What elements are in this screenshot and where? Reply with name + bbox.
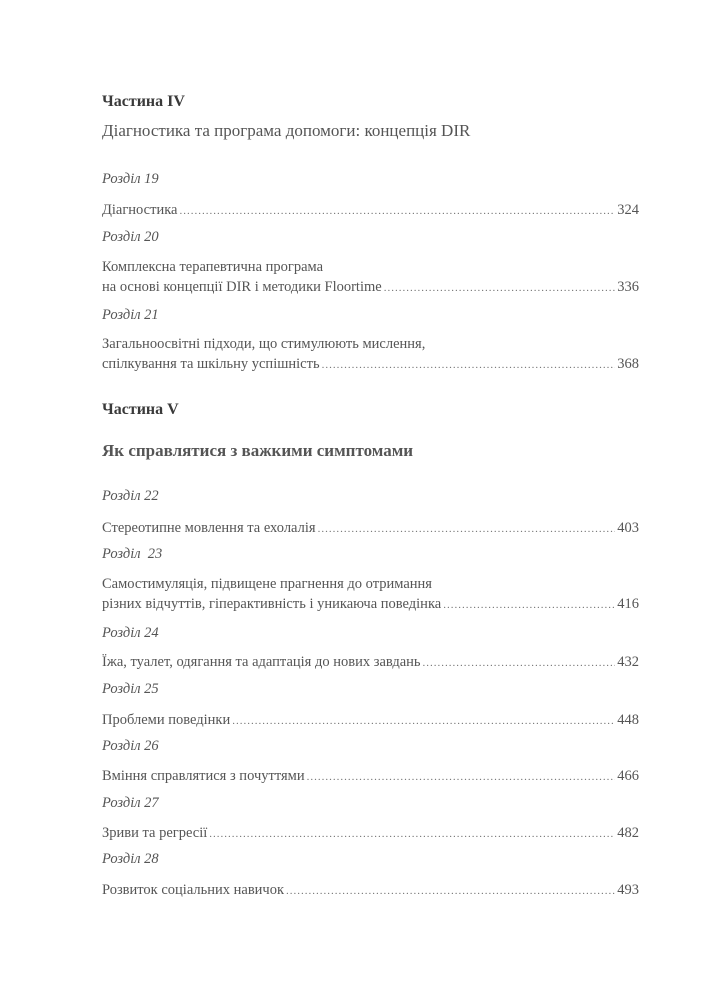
page-number: 336 [617, 279, 639, 295]
toc-entry[interactable] [102, 652, 639, 673]
chapter-label: Розділ 23 [102, 546, 163, 562]
page-number: 466 [617, 768, 639, 784]
toc-entry[interactable] [102, 823, 639, 844]
dot-leader [322, 355, 616, 375]
page-number: 368 [617, 356, 639, 372]
toc-entry[interactable] [102, 334, 639, 375]
chapter-label: Розділ 27 [102, 795, 159, 811]
entry-title: Стереотипне мовлення та ехолалія [102, 520, 316, 536]
chapter-label: Розділ 28 [102, 851, 159, 867]
toc-entry[interactable] [102, 880, 639, 901]
entry-title: Розвиток соціальних навичок [102, 882, 285, 898]
toc-entry[interactable] [102, 574, 639, 615]
entry-title: Їжа, туалет, одягання та адаптація до нових завдань [102, 654, 421, 670]
dot-leader [443, 595, 615, 615]
toc-entry[interactable] [102, 200, 639, 221]
entry-title-line: Комплексна терапевтична програма [102, 259, 324, 275]
page-number: 448 [617, 712, 639, 728]
entry-title: різних відчуттів, гіперактивність і уникаюча поведінка [102, 596, 442, 612]
toc-entry[interactable] [102, 710, 639, 731]
page-number: 432 [617, 654, 639, 670]
entry-title: Діагностика [102, 202, 178, 218]
chapter-label: Розділ 20 [102, 229, 159, 245]
dot-leader [423, 653, 616, 673]
entry-title: Проблеми поведінки [102, 712, 231, 728]
toc-entry[interactable] [102, 518, 639, 539]
toc-entry[interactable] [102, 766, 639, 787]
entry-title: Вміння справлятися з почуттями [102, 768, 305, 784]
entry-title-line: Самостимуляція, підвищене прагнення до отримання [102, 576, 432, 592]
dot-leader [286, 881, 615, 901]
toc-entry[interactable] [102, 257, 639, 298]
page-number: 482 [617, 825, 639, 841]
part-label: Частина V [102, 401, 179, 418]
page-number: 324 [617, 202, 639, 218]
dot-leader [209, 824, 615, 844]
part-title: Як справлятися з важкими симптомами [102, 441, 414, 460]
chapter-label: Розділ 26 [102, 738, 159, 754]
entry-title-line: Загальноосвітні підходи, що стимулюють мислення, [102, 336, 426, 352]
dot-leader [179, 201, 615, 221]
entry-title: Зриви та регресії [102, 825, 208, 841]
chapter-label: Розділ 21 [102, 307, 159, 323]
page-number: 403 [617, 520, 639, 536]
dot-leader [384, 278, 616, 298]
chapter-label: Розділ 24 [102, 625, 159, 641]
part-title: Діагностика та програма допомоги: концепція DIR [102, 121, 471, 140]
chapter-label: Розділ 19 [102, 171, 159, 187]
dot-leader [232, 711, 615, 731]
part-label: Частина IV [102, 93, 185, 110]
chapter-label: Розділ 25 [102, 681, 159, 697]
entry-title: спілкування та шкільну успішність [102, 356, 320, 372]
chapter-label: Розділ 22 [102, 488, 159, 504]
dot-leader [318, 519, 616, 539]
page-number: 416 [617, 596, 639, 612]
dot-leader [307, 767, 616, 787]
page-number: 493 [617, 882, 639, 898]
entry-title: на основі концепції DIR і методики Floortime [102, 279, 382, 295]
